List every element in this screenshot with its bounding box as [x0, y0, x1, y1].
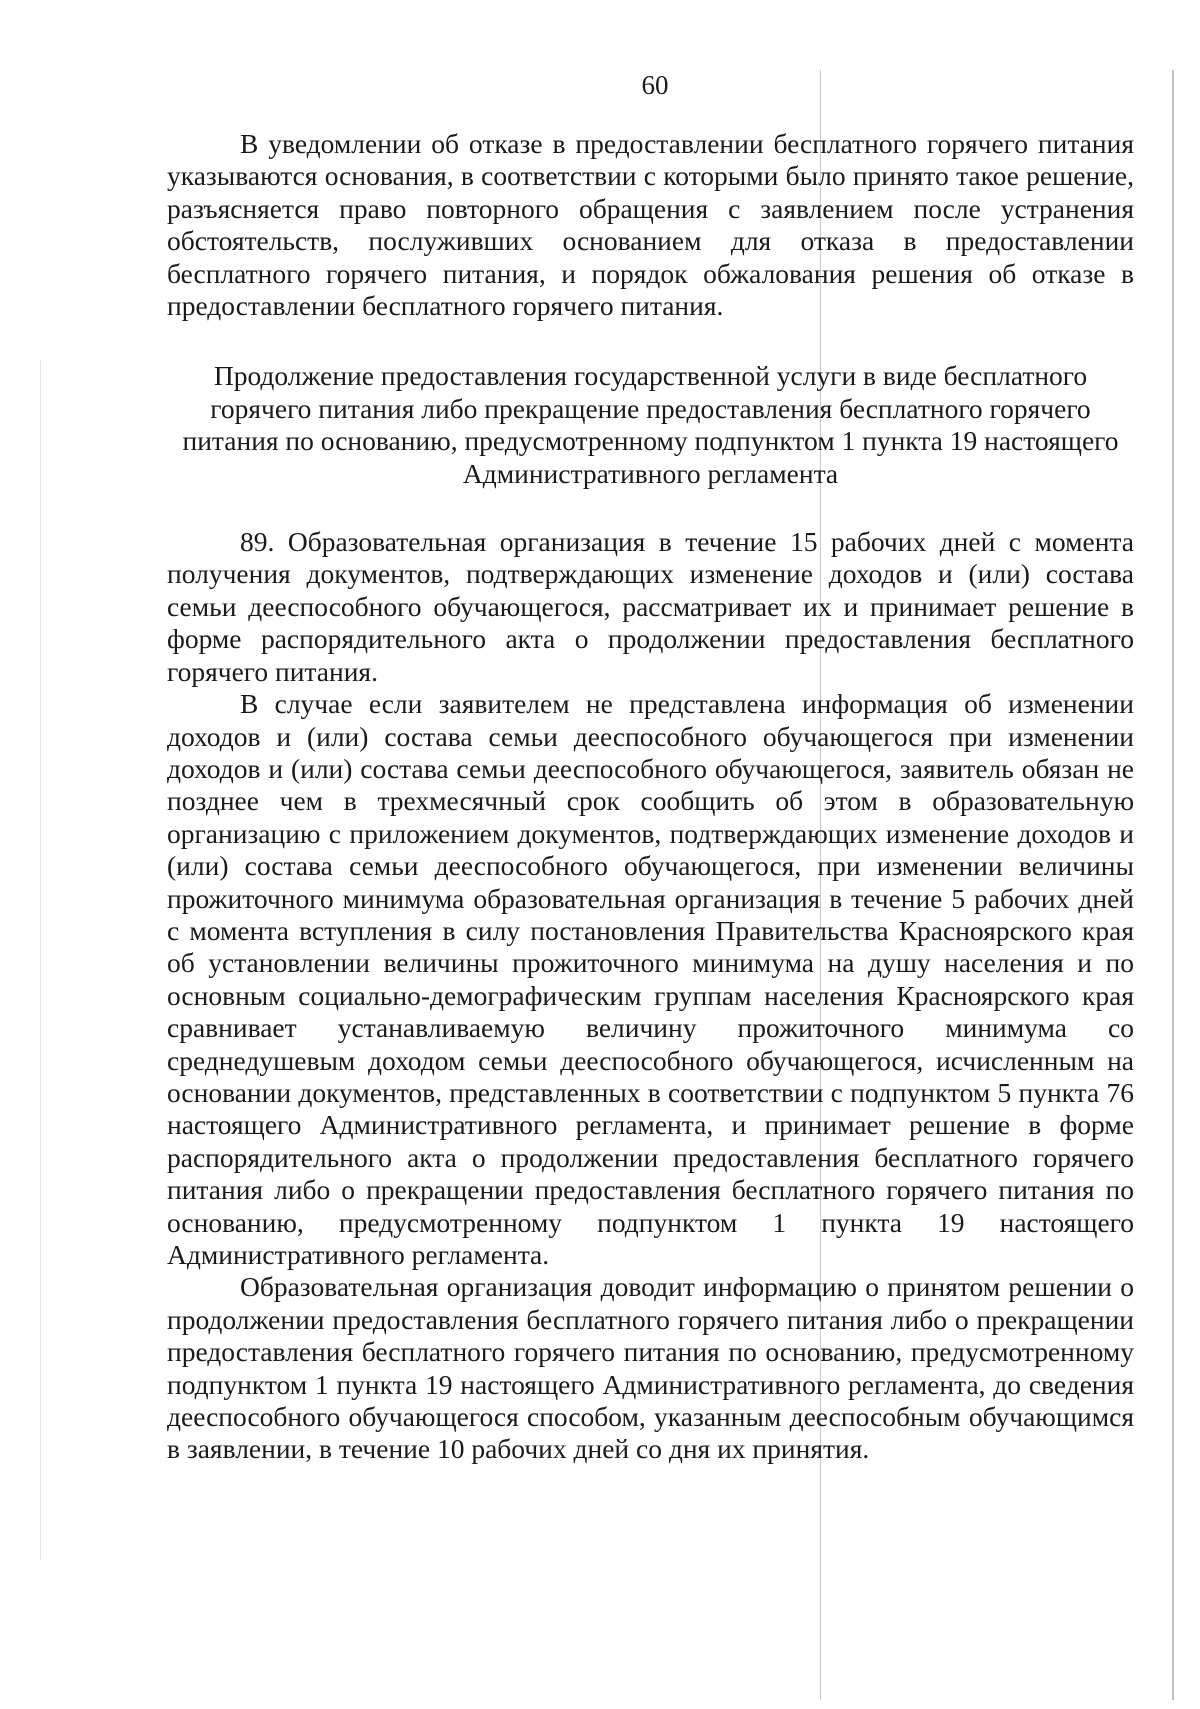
section-heading: Продолжение предоставления государственной услуги в виде бесплатного горячего питания либо прекращение предоставления бесплатного горячего питания по основанию, предусмотренному подпунктом 1 пункта 19 настоящего Административного регламента: [182, 360, 1119, 489]
scan-artifact-right-line: [1172, 70, 1174, 1700]
paragraph-item-89: 89. Образовательная организация в течение 15 рабочих дней с момента получения документов, подтверждающих изменение доходов и (или) состава семьи дееспособного обучающегося, рассматривает их и принимает решение в форме распорядительного акта о продолжении предоставления бесплатного горячего питания.: [167, 526, 1134, 687]
paragraph-refusal-notice: В уведомлении об отказе в предоставлении бесплатного горячего питания указываются основания, в соответствии с которыми было принято такое решение, разъясняется право повторного обращения с заявлением после устранения обстоятельств, послуживших основанием для отказа в предоставлении бесплатного горячего питания, и порядок обжалования решения об отказе в предоставлении бесплатного горячего питания.: [167, 128, 1134, 322]
paragraph-case-not-submitted: В случае если заявителем не представлена информация об изменении доходов и (или) состава семьи дееспособного обучающегося при изменении доходов и (или) состава семьи дееспособного обучающегося, заявитель обязан не позднее чем в трехмесячный срок сообщить об этом в образовательную организацию с приложением документов, подтверждающих изменение доходов и (или) состава семьи дееспособного обучающегося, при изменении величины прожиточного минимума образовательная организация в течение 5 рабочих дней с момента вступления в силу постановления Правительства Красноярского края об установлении величины прожиточного минимума на душу населения и по основным социально-демографическим группам населения Красноярского края сравнивает устанавливаемую величину прожиточного минимума со среднедушевым доходом семьи дееспособного обучающегося, исчисленным на основании документов, представленных в соответствии с подпунктом 5 пункта 76 настоящего Административного регламента, и принимает решение в форме распорядительного акта о продолжении предоставления бесплатного горячего питания либо о прекращении предоставления бесплатного горячего питания по основанию, предусмотренному подпунктом 1 пункта 19 настоящего Административного регламента.: [167, 688, 1134, 1270]
document-body: [167, 128, 1134, 1466]
page-number: 60: [641, 70, 669, 100]
paragraph-informing: Образовательная организация доводит информацию о принятом решении о продолжении предоставления бесплатного горячего питания либо о прекращении предоставления бесплатного горячего питания по основанию, предусмотренному подпунктом 1 пункта 19 настоящего Административного регламента, до сведения дееспособного обучающегося способом, указанным дееспособным обучающимся в заявлении, в течение 10 рабочих дней со дня их принятия.: [167, 1271, 1134, 1465]
scan-artifact-left-line: [40, 360, 41, 1560]
